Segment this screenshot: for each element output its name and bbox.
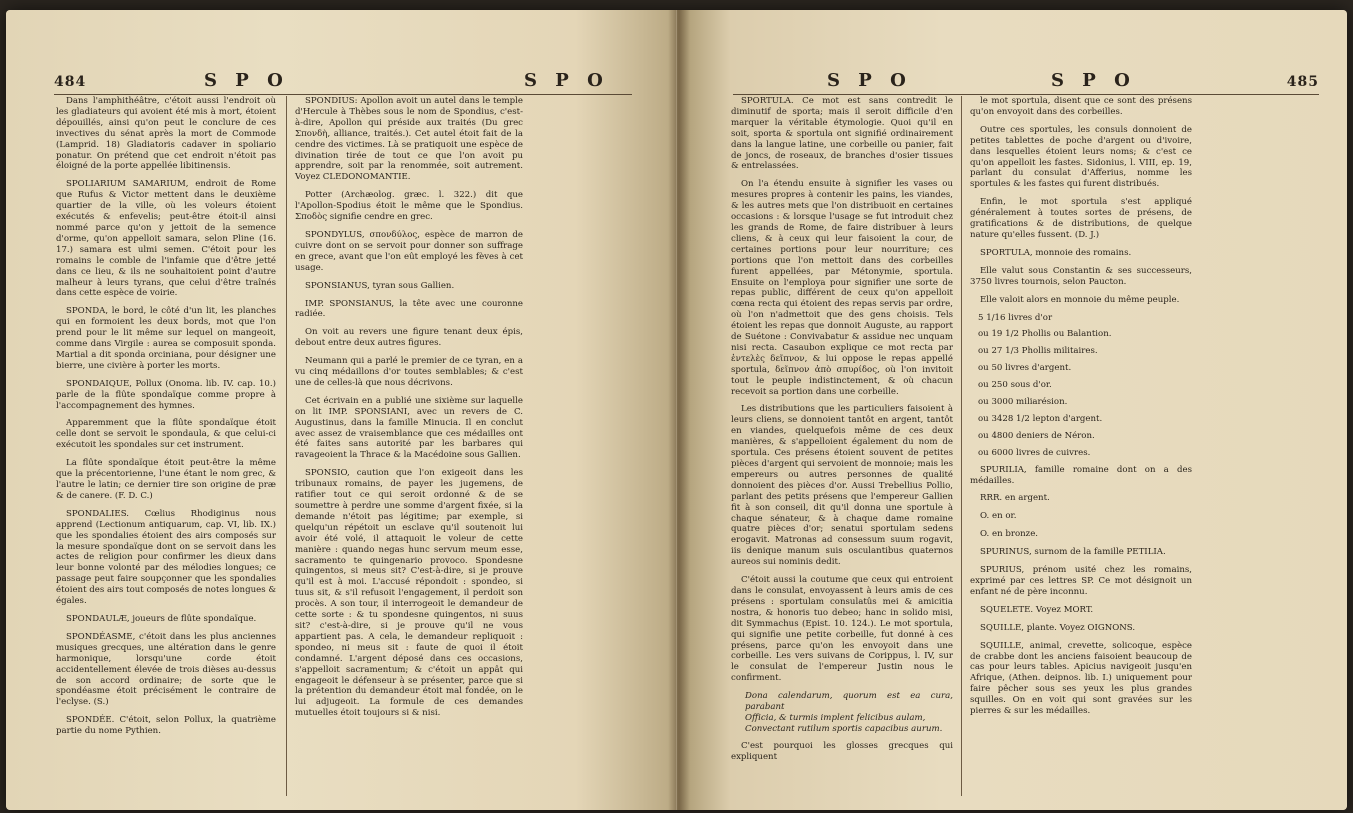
running-title: S P O [524, 70, 609, 91]
dictionary-entry: SQUELETE. Voyez MORT. [980, 604, 1094, 615]
dictionary-entry: SPURIUS, prénom usité chez les romains, exprimé par ces lettres SP. Ce mot désignoit un enfant né de père inconnu. [970, 565, 1192, 597]
dictionary-entry: Apparemment que la flûte spondaïque étoit celle dont se servoit le spondaula, & que celui-ci exécutoit les spondales sur cet instrument. [56, 418, 276, 451]
value-list [978, 313, 1192, 459]
dictionary-entry: O. en bronze. [980, 529, 1039, 540]
text-column-3 [731, 96, 953, 796]
value-line: ou 19 1/2 Phollis ou Balantion. [978, 329, 1112, 340]
paragraph: C'est pourquoi les glosses grecques qui expliquent [731, 740, 953, 762]
text-column-2 [286, 96, 523, 796]
dictionary-entry: SPONDAULÆ, joueurs de flûte spondaïque. [66, 613, 257, 624]
header-rule [733, 94, 1319, 95]
dictionary-entry: Cet écrivain en a publié une sixième sur laquelle on lit IMP. SPONSIANI, avec un revers de C. Augustinus, dans la famille Minucia. Il en conclut avec assez de vraisemblance que ces médailles ont été faites sans autorité par les barbares qui ravageoient la Thrace & la Macédoine sous Gallien. [295, 395, 523, 461]
dictionary-entry: SPURILIA, famille romaine dont on a des médailles. [970, 464, 1192, 486]
dictionary-entry: Outre ces sportules, les consuls donnoient de petites tablettes de poche d'argent ou d'ivoire, dans lesquelles étoient leurs noms; & c'est ce qu'on appelloit les fastes. Sidonius, l. VIII, ep. 19, parlant du consulat d'Afferius, nomme les sportules & les fastes qui furent distribués. [970, 124, 1192, 190]
dictionary-entry: SQUILLE, animal, crevette, solicoque, espèce de crabbe dont les anciens faisoient beaucoup de cas pour leurs tables. Apicius navigeoit jusqu'en Afrique, (Athen. deipnos. lib. I.) uniquement pour faire pêcher sous ses yeux les plus grandes squilles. On en voit qui sont gravées sur les pierres & sur les médailles. [970, 640, 1192, 717]
dictionary-entry: SPONDYLUS, σπονδύλος, espèce de marron de cuivre dont on se servoit pour donner son suffrage en grece, avant que l'on eût employé les fèves à cet usage. [295, 229, 523, 273]
value-line: ou 50 livres d'argent. [978, 363, 1072, 374]
value-line: ou 6000 livres de cuivres. [978, 447, 1091, 458]
dictionary-entry: La flûte spondaïque étoit peut-être la même que la précentorienne, l'une étant le nom grec, & l'autre le latin; ce dernier tire son origine de præ & de canere. (F. D. C.) [56, 458, 276, 501]
dictionary-entry: SPORTULA. Ce mot est sans contredit le diminutif de sporta; mais il seroit difficile d'en marquer la véritable étymologie. Quoi qu'il en soit, sporta & sportula ont signifié ordinairement dans la langue latine, une corbeille ou panier, fait de joncs, de roseaux, de branches d'osier tissues & entrelassées. [731, 96, 953, 172]
dictionary-entry: Les distributions que les particuliers faisoient à leurs cliens, se donnoient tantôt en argent, tantôt en viandes, quelquefois même de ces deux manières, & s'appelloient également du nom de sportula. Ces présens étoient souvent de petites pièces d'argent qui servoient de monnoie; mais les empereurs ou autres personnes de qualité donnoient des pièces d'or. Aussi Trebellius Pollio, parlant des petits présens que l'empereur Gallien fit à son conseil, dit qu'il donna une sportule à chaque sénateur, & à chaque dame romaine quatre pièces d'or; senatui sportulam sedens erogavit. Matronas ad consessum suum rogavit, iis denique manum suis osculantibus quaternos aureos sui nominis dedit. [731, 404, 953, 568]
verse-line: Convectant rutilum sportis capacibus aurum. [745, 723, 943, 734]
text-column-4 [961, 96, 1192, 796]
dictionary-entry: le mot sportula, disent que ce sont des présens qu'on envoyoit dans des corbeilles. [970, 96, 1192, 117]
running-title: S P O [204, 70, 289, 91]
dictionary-entry: O. en or. [980, 511, 1017, 522]
left-page [6, 10, 676, 810]
dictionary-entry: RRR. en argent. [980, 493, 1050, 504]
verse-line: Dona calendarum, quorum est ea cura, parabant [745, 691, 953, 713]
header-rule [54, 94, 632, 95]
value-line: ou 3428 1/2 lepton d'argent. [978, 413, 1103, 424]
dictionary-entry: Enfin, le mot sportula s'est appliqué généralement à toutes sortes de présens, de gratifications & de distributions, de quelque nature qu'elles fussent. (D. J.) [970, 197, 1192, 240]
latin-verse [745, 691, 953, 735]
page-number: 485 [1286, 74, 1319, 90]
value-line: ou 3000 miliarésion. [978, 397, 1068, 408]
dictionary-entry: SPONDÉE. C'étoit, selon Pollux, la quatrième partie du nome Pythien. [56, 715, 276, 737]
dictionary-entry: SPOLIARIUM SAMARIUM, endroit de Rome que Rufus & Victor mettent dans le deuxième quartier de la ville, où les voleurs étoient exécutés & enfevelis; peut-être étoit-il ainsi nommé parce qu'on y jettoit de la semence d'orme, qu'on appelloit samara, selon Pline (16. 17.) samara est ulmi semen. C'étoit pour les romains le comble de l'infamie que d'être jetté dans ce lieu, & ils ne souhaitoient point d'autre malheur à leurs tyrans, que celui d'être traînés dans cette espèce de voirie. [56, 179, 276, 299]
dictionary-entry: Potter (Archæolog. græc. l. 322.) dit que l'Apollon-Spodius étoit le même que le Spondius. Σποδὸς signifie cendre en grec. [295, 190, 523, 223]
dictionary-entry: On l'a étendu ensuite à signifier les vases ou mesures propres à contenir les pains, les viandes, & les autres mets que l'on distribuoit en certaines occasions : & lorsque l'usage se fut introduit chez les grands de Rome, de faire distribuer à leurs cliens, & à ceux qui leur faisoient la cour, de certaines portions pour leur nourriture; ces portions que l'on mettoit dans des corbeilles furent appellées, par Métonymie, sportula. Ensuite on l'employa pour signifier une sorte de repas public, différent de ceux qu'on appelloit cœna recta qui étoient des repas servis par ordre, où l'on n'admettoit que des gens choisis. Tels étoient les repas que donnoit Auguste, au rapport de Suétone : Convivabatur & assidue nec unquam nisi recta. Casaubon explique ce mot recta par ἐντελὲς δεῖπνον, & lui oppose le repas appellé sportula, δεῖπνον ἀπὸ σπυρίδος, où l'on invitoit tout le peuple indistinctement, & où chacun recevoit sa portion dans une corbeille. [731, 179, 953, 397]
running-title: S P O [1051, 70, 1136, 91]
running-title: S P O [827, 70, 912, 91]
dictionary-entry: On voit au revers une figure tenant deux épis, debout entre deux autres figures. [295, 327, 523, 349]
dictionary-entry: Neumann qui a parlé le premier de ce tyran, en a vu cinq médaillons d'or toutes semblables; & c'est une de celles-là que nous décrivons. [295, 356, 523, 388]
dictionary-entry: IMP. SPONSIANUS, la tête avec une couronne radiée. [295, 298, 523, 320]
book-gutter [668, 10, 690, 810]
dictionary-entry: SPURINUS, surnom de la famille PETILIA. [980, 547, 1166, 558]
value-line: ou 250 sous d'or. [978, 380, 1052, 391]
dictionary-entry: SPORTULA, monnoie des romains. [980, 247, 1132, 258]
verse-line: Officia, & turmis implent felicibus aulam, [745, 712, 926, 723]
dictionary-entry: Elle valut sous Constantin & ses successeurs, 3750 livres tournois, selon Paucton. [970, 265, 1192, 287]
dictionary-entry: SPONDAIQUE, Pollux (Onoma. lib. IV. cap. 10.) parle de la flûte spondaïque comme propre à l'accompagnement des hymnes. [56, 378, 276, 411]
page-number: 484 [54, 74, 87, 90]
dictionary-entry: SPONSIANUS, tyran sous Gallien. [305, 280, 455, 291]
dictionary-entry: Elle valoit alors en monnoie du même peuple. [980, 294, 1180, 305]
right-page [677, 10, 1347, 810]
open-book [6, 10, 1347, 810]
dictionary-entry: SPONDIUS: Apollon avoit un autel dans le temple d'Hercule à Thèbes sous le nom de Spondius, c'est-à-dire, Apollon qui préside aux traités (Du grec Σπονδὴ, alliance, traités.). Cet autel étoit fait de la cendre des victimes. Là se pratiquoit une espèce de divination tirée de tout ce que l'on avoit pu apprendre, soit par la renommée, soit autrement. Voyez CLEDONOMANTIE. [295, 96, 523, 183]
dictionary-entry: Dans l'amphithéâtre, c'étoit aussi l'endroit où les gladiateurs qui avoient été mis à mort, étoient dépouillés, ainsi qu'on peut le conclure de ces invectives du sénat après la mort de Commode (Lamprid. 18) Gladiatoris cadaver in spoliario ponatur. On prétend que cet endroit n'étoit pas éloigné de la porte appellée libitinensis. [56, 96, 276, 172]
dictionary-entry: SPONDA, le bord, le côté d'un lit, les planches qui en formoient les deux bords, mot que l'on prend pour le lit même sur lequel on mangeoit, comme dans Virgile : aurea se composuit sponda. Martial a dit sponda orciniana, pour désigner une bierre, une civière à porter les morts. [56, 306, 276, 371]
dictionary-entry: SQUILLE, plante. Voyez OIGNONS. [980, 622, 1136, 633]
dictionary-entry: SPONSIO, caution que l'on exigeoit dans les tribunaux romains, de payer les jugemens, de ratifier tout ce qui seroit ordonné & de se soumettre à perdre une somme d'argent fixée, si la demande n'étoit pas légitime; par exemple, si quelqu'un répétoit un esclave qu'il soutenoit lui avoir été volé, il attaquoit le voleur de cette manière : quando negas hunc servum meum esse, sacramento te quingenario provoco. Spondesne quingentos, si meus sit? C'est-à-dire, si je prouve qu'il est à moi. L'accusé répondoit : spondeo, si tuus sit, & s'il refusoit l'engagement, il perdoit son procès. A son tour, il interrogeoit le demandeur de cette sorte : & tu spondesne quingentos, ni suus sit? c'est-à-dire, si je prouve qu'il ne vous appartient pas. A cela, le demandeur repliquoit : spondeo, ni meus sit : faute de quoi il étoit condamné. L'argent déposé dans ces occasions, s'appelloit sacramentum; & c'étoit un appât qui engageoit le défenseur à se présenter, parce que si la prétention du demandeur étoit mal fondée, on le lui adjugeoit. La formule de ces demandes mutuelles étoit toujours si & nisi. [295, 468, 523, 719]
dictionary-entry: SPONDÉASME, c'étoit dans les plus anciennes musiques grecques, une altération dans le genre harmonique, lorsqu'une corde étoit accidentellement élevée de trois dièses au-dessus de son accord ordinaire; de sorte que le spondéasme étoit précisément le contraire de l'eclyse. (S.) [56, 631, 276, 708]
dictionary-entry: C'étoit aussi la coutume que ceux qui entroient dans le consulat, envoyassent à leurs amis de ces présens : sportulam consulatûs mei & amicitia nostra, & honoris tuo debeo; hanc in solido misi, dit Symmachus (Epist. 10. 124.). Le mot sportula, qui signifie une petite corbeille, fut donné à ces présens, parce qu'on les envoyoit dans une corbeille. Les vers suivans de Corippus, l. IV, sur le consulat de l'empereur Justin nous le confirment. [731, 575, 953, 684]
value-line: 5 1/16 livres d'or [978, 312, 1053, 323]
dictionary-entry: SPONDALIES. Cœlius Rhodiginus nous apprend (Lectionum antiquarum, cap. VI, lib. IX.) que les spondalies étoient des airs composés sur la mesure spondaïque dont on se servoit dans les actes de religion pour confirmer les dieux dans leur bonne volonté par des mélodies longues; ce passage peut faire soupçonner que les spondalies étoient des airs tout composés de notes longues & égales. [56, 508, 276, 607]
value-line: ou 4800 deniers de Néron. [978, 430, 1095, 441]
text-column-1 [56, 96, 276, 796]
value-line: ou 27 1/3 Phollis militaires. [978, 346, 1098, 357]
